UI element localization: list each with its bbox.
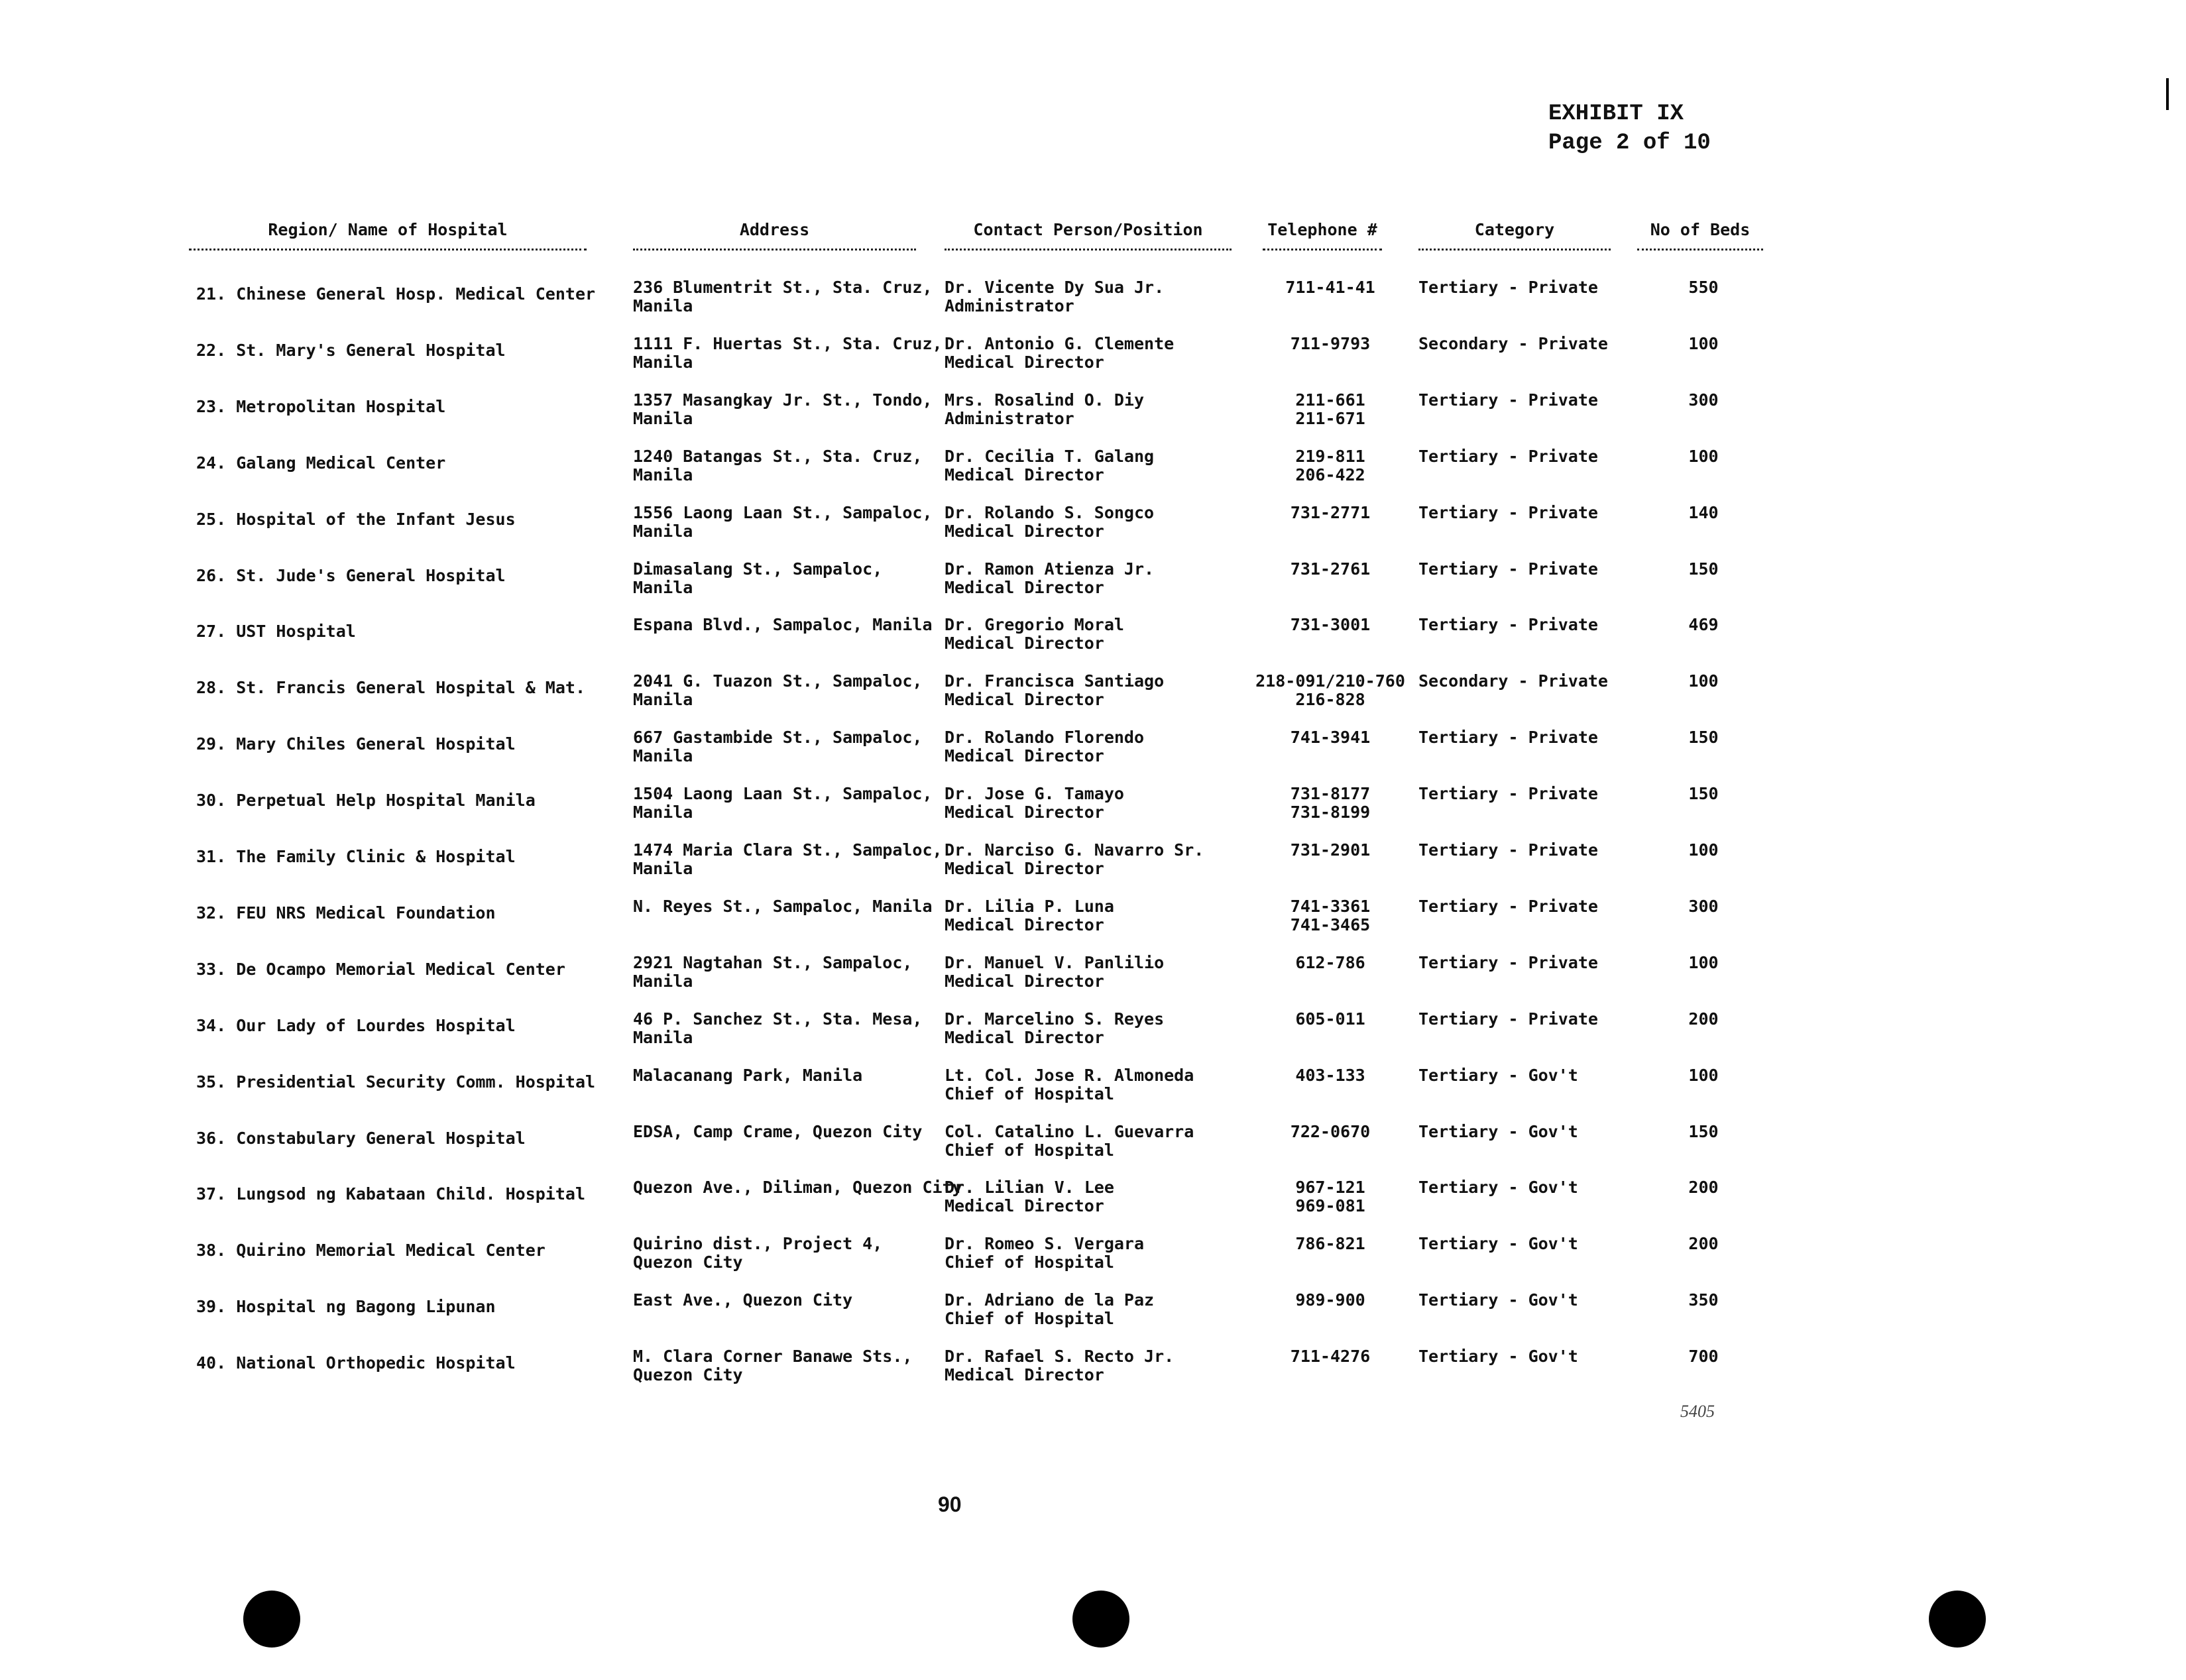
hospital-name: 21. Chinese General Hosp. Medical Center [196,284,596,304]
telephone: 722-0670 [1290,1121,1371,1141]
telephone: 967-121 969-081 [1295,1178,1365,1216]
exhibit-label: EXHIBIT IX [1548,101,1684,127]
hospital-name: 24. Galang Medical Center [196,453,446,473]
category: Tertiary - Gov't [1418,1234,1578,1254]
bed-count: 300 [1688,390,1719,410]
table-row [0,1347,2186,1403]
contact-person: Dr. Cecilia T. Galang Medical Director [945,446,1155,484]
hospital-address: 1357 Masangkay Jr. St., Tondo, Manila [633,390,933,428]
table-row [0,954,2186,1009]
hospital-name: 32. FEU NRS Medical Foundation [196,903,496,923]
hospital-name: 40. National Orthopedic Hospital [196,1353,516,1373]
table-row [0,391,2186,447]
hospital-name: 25. Hospital of the Infant Jesus [196,509,516,529]
contact-person: Dr. Rolando Florendo Medical Director [945,728,1145,766]
hospital-name: 29. Mary Chiles General Hospital [196,734,516,754]
telephone: 786-821 [1295,1234,1365,1254]
hospital-address: 236 Blumentrit St., Sta. Cruz, Manila [633,278,933,315]
hospital-name: 30. Perpetual Help Hospital Manila [196,791,536,811]
telephone: 731-8177 731-8199 [1290,784,1371,822]
hospital-address: Quezon Ave., Diliman, Quezon City [633,1178,962,1198]
telephone: 218-091/210-760 216-828 [1255,671,1405,710]
col-header-contact: Contact Person/Position [945,220,1232,251]
hospital-name: 35. Presidential Security Comm. Hospital [196,1072,596,1092]
category: Tertiary - Private [1418,840,1598,860]
col-header-address: Address [633,220,916,251]
contact-person: Dr. Gregorio Moral Medical Director [945,615,1124,653]
hospital-name: 28. St. Francis General Hospital & Mat. [196,678,585,698]
table-row [0,1123,2186,1178]
table-row [0,672,2186,728]
telephone: 731-2771 [1290,502,1371,522]
contact-person: Dr. Romeo S. Vergara Chief of Hospital [945,1234,1145,1272]
contact-person: Dr. Lilian V. Lee Medical Director [945,1178,1114,1216]
hospital-address: Dimasalang St., Sampaloc, Manila [633,559,883,597]
punch-hole-center [1072,1591,1129,1648]
hospital-address: M. Clara Corner Banawe Sts., Quezon City [633,1347,913,1385]
hospital-address: 46 P. Sanchez St., Sta. Mesa, Manila [633,1009,923,1047]
category: Tertiary - Private [1418,278,1598,297]
bed-count: 200 [1688,1234,1719,1254]
bed-count: 550 [1688,278,1719,297]
bed-count: 700 [1688,1347,1719,1367]
punch-hole-right [1929,1591,1986,1648]
hospital-name: 37. Lungsod ng Kabataan Child. Hospital [196,1184,585,1204]
table-row [0,278,2186,334]
category: Tertiary - Gov't [1418,1178,1578,1198]
table-row [0,447,2186,503]
table-row [0,728,2186,784]
hospital-address: 667 Gastambide St., Sampaloc, Manila [633,728,923,766]
table-row [0,1178,2186,1234]
contact-person: Dr. Marcelino S. Reyes Medical Director [945,1009,1165,1047]
category: Tertiary - Gov't [1418,1290,1578,1310]
telephone: 731-2761 [1290,559,1371,579]
hospital-address: 1556 Laong Laan St., Sampaloc, Manila [633,502,933,541]
exhibit-header [1548,99,1711,158]
bed-count: 150 [1688,728,1719,748]
bed-count: 150 [1688,784,1719,804]
telephone: 731-2901 [1290,840,1371,860]
contact-person: Dr. Lilia P. Luna Medical Director [945,896,1114,934]
hospital-address: 1474 Maria Clara St., Sampaloc, Manila [633,840,943,878]
telephone: 989-900 [1295,1290,1365,1310]
bed-count: 100 [1688,1065,1719,1085]
col-header-name: Region/ Name of Hospital [189,220,587,251]
contact-person: Dr. Adriano de la Paz Chief of Hospital [945,1290,1155,1329]
category: Tertiary - Private [1418,728,1598,748]
bed-count: 140 [1688,502,1719,522]
category: Tertiary - Private [1418,559,1598,579]
contact-person: Dr. Rafael S. Recto Jr. Medical Director [945,1347,1175,1385]
bed-count: 100 [1688,952,1719,972]
category: Tertiary - Private [1418,1009,1598,1029]
telephone: 403-133 [1295,1065,1365,1085]
telephone: 211-661 211-671 [1295,390,1365,428]
col-header-beds: No of Beds [1637,220,1763,251]
hospital-name: 33. De Ocampo Memorial Medical Center [196,959,565,979]
hospital-name: 31. The Family Clinic & Hospital [196,847,516,866]
contact-person: Dr. Vicente Dy Sua Jr. Administrator [945,278,1165,315]
col-header-telephone: Telephone # [1263,220,1382,251]
table-row [0,335,2186,390]
category: Tertiary - Private [1418,446,1598,466]
hospital-address: N. Reyes St., Sampaloc, Manila [633,896,933,916]
telephone: 605-011 [1295,1009,1365,1029]
hospital-address: 2041 G. Tuazon St., Sampaloc, Manila [633,671,923,710]
telephone: 741-3941 [1290,728,1371,748]
category: Tertiary - Gov't [1418,1065,1578,1085]
hospital-address: Malacanang Park, Manila [633,1065,863,1085]
hospital-address: Espana Blvd., Sampaloc, Manila [633,615,933,635]
telephone: 612-786 [1295,952,1365,972]
hospital-name: 27. UST Hospital [196,622,356,642]
bed-count: 200 [1688,1009,1719,1029]
hospital-address: 2921 Nagtahan St., Sampaloc, Manila [633,952,913,991]
contact-person: Lt. Col. Jose R. Almoneda Chief of Hospital [945,1065,1194,1103]
contact-person: Mrs. Rosalind O. Diy Administrator [945,390,1145,428]
bed-count: 150 [1688,1121,1719,1141]
telephone: 219-811 206-422 [1295,446,1365,484]
contact-person: Dr. Narciso G. Navarro Sr. Medical Director [945,840,1204,878]
table-row [0,1010,2186,1066]
category: Secondary - Private [1418,671,1608,691]
hospital-name: 26. St. Jude's General Hospital [196,565,506,585]
contact-person: Dr. Rolando S. Songco Medical Director [945,502,1155,541]
bed-count: 200 [1688,1178,1719,1198]
bed-count: 150 [1688,559,1719,579]
category: Tertiary - Private [1418,615,1598,635]
page-edge-mark [2166,78,2169,110]
contact-person: Dr. Antonio G. Clemente Medical Director [945,333,1175,372]
table-row [0,897,2186,953]
table-row [0,785,2186,840]
table-row [0,1291,2186,1347]
contact-person: Dr. Manuel V. Panlilio Medical Director [945,952,1165,991]
hospital-address: 1111 F. Huertas St., Sta. Cruz, Manila [633,333,943,372]
hospital-name: 22. St. Mary's General Hospital [196,340,506,360]
bed-count: 100 [1688,333,1719,353]
table-row [0,1235,2186,1290]
hospital-name: 38. Quirino Memorial Medical Center [196,1241,546,1260]
bed-count: 100 [1688,446,1719,466]
bed-count: 300 [1688,896,1719,916]
hospital-address: EDSA, Camp Crame, Quezon City [633,1121,923,1141]
punch-hole-left [243,1591,300,1648]
category: Secondary - Private [1418,333,1608,353]
hospital-address: 1240 Batangas St., Sta. Cruz, Manila [633,446,923,484]
page-number: 90 [938,1492,962,1516]
bed-count: 100 [1688,840,1719,860]
category: Tertiary - Gov't [1418,1347,1578,1367]
category: Tertiary - Private [1418,952,1598,972]
hospital-name: 39. Hospital ng Bagong Lipunan [196,1297,496,1317]
category: Tertiary - Private [1418,784,1598,804]
table-row [0,841,2186,897]
hospital-address: 1504 Laong Laan St., Sampaloc, Manila [633,784,933,822]
category: Tertiary - Private [1418,390,1598,410]
table-row [0,1066,2186,1122]
bed-count: 350 [1688,1290,1719,1310]
handwritten-note: 5405 [1680,1402,1715,1421]
bed-count: 100 [1688,671,1719,691]
contact-person: Col. Catalino L. Guevarra Chief of Hospital [945,1121,1194,1160]
table-row [0,504,2186,559]
bed-count: 469 [1688,615,1719,635]
hospital-name: 23. Metropolitan Hospital [196,396,446,416]
telephone: 711-4276 [1290,1347,1371,1367]
contact-person: Dr. Ramon Atienza Jr. Medical Director [945,559,1155,597]
hospital-name: 36. Constabulary General Hospital [196,1128,526,1148]
telephone: 741-3361 741-3465 [1290,896,1371,934]
table-row [0,560,2186,616]
telephone: 731-3001 [1290,615,1371,635]
hospital-name: 34. Our Lady of Lourdes Hospital [196,1015,516,1035]
col-header-category: Category [1418,220,1611,251]
telephone: 711-41-41 [1285,278,1375,297]
page-of-label: Page 2 of 10 [1548,131,1711,156]
contact-person: Dr. Francisca Santiago Medical Director [945,671,1165,710]
category: Tertiary - Private [1418,502,1598,522]
contact-person: Dr. Jose G. Tamayo Medical Director [945,784,1124,822]
hospital-address: East Ave., Quezon City [633,1290,853,1310]
category: Tertiary - Gov't [1418,1121,1578,1141]
telephone: 711-9793 [1290,333,1371,353]
table-row [0,616,2186,671]
category: Tertiary - Private [1418,896,1598,916]
hospital-address: Quirino dist., Project 4, Quezon City [633,1234,883,1272]
